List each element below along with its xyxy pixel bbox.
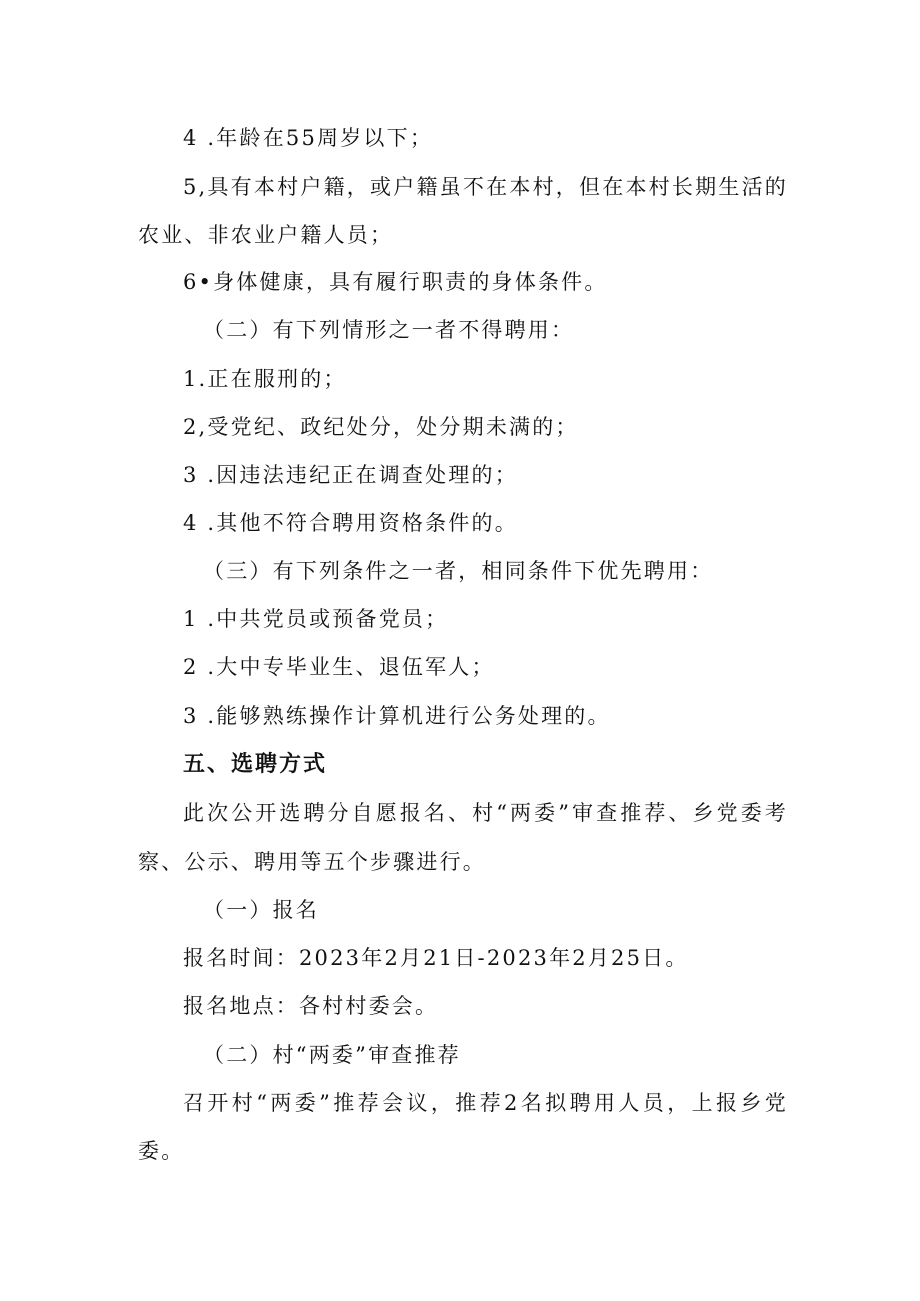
ineligible-item-2: 2,受党纪、政纪处分，处分期未满的； xyxy=(183,415,579,439)
priority-item-1: 1 .中共党员或预备党员； xyxy=(183,607,449,631)
selection-method-line1: 此次公开选聘分自愿报名、村“两委”审查推荐、乡党委考 xyxy=(183,801,788,825)
priority-item-2: 2 .大中专毕业生、退伍军人； xyxy=(183,655,495,679)
requirement-age: 4 .年龄在55周岁以下； xyxy=(183,126,434,150)
section-ineligible-heading: （二）有下列情形之一者不得聘用： xyxy=(203,318,575,342)
registration-location: 报名地点：各村村委会。 xyxy=(183,994,439,1018)
requirement-residence-line1: 5,具有本村户籍，或户籍虽不在本村，但在本村长期生活的 xyxy=(183,175,788,199)
requirement-health: 6•身体健康，具有履行职责的身体条件。 xyxy=(183,270,608,294)
requirement-residence-line2: 农业、非农业户籍人员； xyxy=(138,223,394,247)
registration-time: 报名时间：2023年2月21日-2023年2月25日。 xyxy=(183,946,689,970)
selection-method-line2: 察、公示、聘用等五个步骤进行。 xyxy=(138,850,486,874)
ineligible-item-4: 4 .其他不符合聘用资格条件的。 xyxy=(183,511,518,535)
ineligible-item-1: 1.正在服刑的； xyxy=(183,367,347,391)
section-priority-heading: （三）有下列条件之一者，相同条件下优先聘用： xyxy=(203,559,714,583)
subsection-review-heading: （二）村“两委”审查推荐 xyxy=(203,1043,461,1067)
ineligible-item-3: 3 .因违法违纪正在调查处理的； xyxy=(183,463,518,487)
section-selection-method-heading: 五、选聘方式 xyxy=(183,751,328,777)
review-meeting-line2: 委。 xyxy=(138,1139,185,1163)
review-meeting-line1: 召开村“两委”推荐会议，推荐2名拟聘用人员，上报乡党 xyxy=(183,1091,788,1115)
priority-item-3: 3 .能够熟练操作计算机进行公务处理的。 xyxy=(183,704,611,728)
subsection-registration-heading: （一）报名 xyxy=(203,898,319,922)
